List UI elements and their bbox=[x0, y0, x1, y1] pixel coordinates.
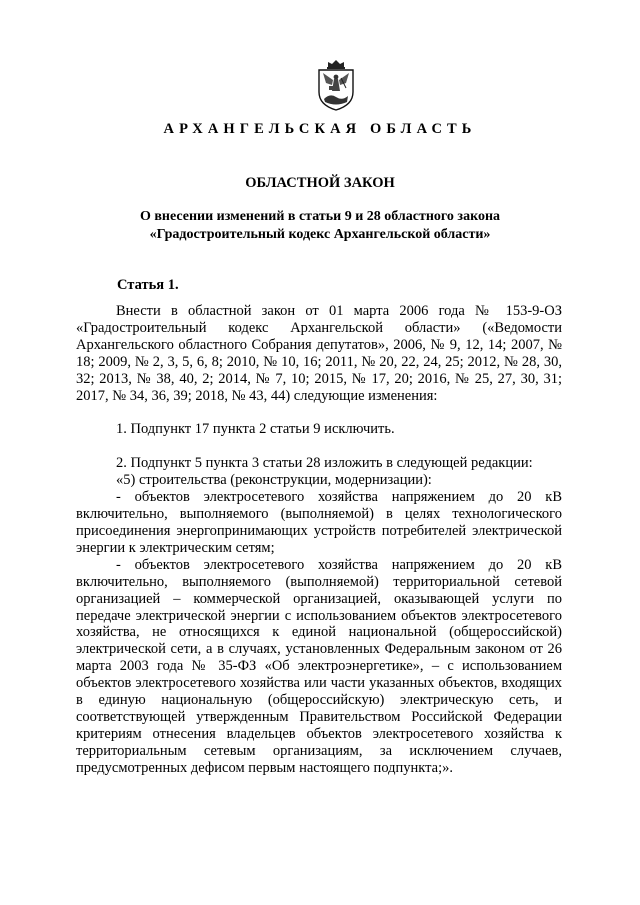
paragraph-dash-1: - объектов электросетевого хозяйства напряжением до 20 кВ включительно, выполняемого (выполняемой) в целях технологического присоединения энергопринимающих устройств потребителей электрической энергии к электрическим сетям; bbox=[76, 489, 562, 556]
paragraph-item-2: 2. Подпункт 5 пункта 3 статьи 28 изложить в следующей редакции: bbox=[116, 455, 533, 472]
document-type: ОБЛАСТНОЙ ЗАКОН bbox=[245, 175, 395, 191]
law-title-line: «Градостроительный кодекс Архангельской области» bbox=[149, 227, 491, 242]
article-body bbox=[76, 303, 562, 777]
paragraph-dash-2: - объектов электросетевого хозяйства напряжением до 20 кВ включительно, выполняемого (выполняемой) территориальной сетевой организацией – коммерческой организацией, оказывающей услуги по передаче электрической энергии с использованием объектов электросетевого хозяйства, не относящихся к единой национальной (общероссийской) электрической сети, а в случаях, установленных Федеральным законом от 26 марта 2003 года № 35-ФЗ «Об электроэнергетике», – с использованием объектов электросетевого хозяйства или части указанных объектов, входящих в единую национальную (общероссийскую) электрическую сеть, и соответствующей утвержденным Правительством Российской Федерации критериям отнесения владельцев объектов электросетевого хозяйства к территориальным сетевым организациям, за исключением случаев, предусмотренных дефисом первым настоящего подпункта;». bbox=[76, 556, 562, 776]
law-title bbox=[0, 208, 640, 244]
coat-of-arms-icon bbox=[314, 58, 358, 112]
region-name: АРХАНГЕЛЬСКАЯ ОБЛАСТЬ bbox=[163, 121, 477, 137]
law-title-line: О внесении изменений в статьи 9 и 28 областного закона bbox=[139, 209, 501, 224]
paragraph-intro: Внести в областной закон от 01 марта 2006 года № 153-9-ОЗ «Градостроительный кодекс Архангельской области» («Ведомости Архангельского областного Собрания депутатов», 2006, № 9, 12, 14; 2007, № 18; 2009, № 2, 3, 5, 6, 8; 2010, № 10, 16; 2011, № 20, 22, 24, 25; 2012, № 28, 30, 32; 2013, № 38, 40, 2; 2014, № 7, 10; 2015, № 17, 20; 2016, № 25, 27, 30, 31; 2017, № 34, 36, 39; 2018, № 43, 44) следующие изменения: bbox=[76, 303, 562, 404]
paragraph-subitem-5: «5) строительства (реконструкции, модернизации): bbox=[116, 472, 432, 489]
paragraph-item-1: 1. Подпункт 17 пункта 2 статьи 9 исключить. bbox=[116, 421, 395, 438]
article-heading: Статья 1. bbox=[117, 277, 179, 293]
